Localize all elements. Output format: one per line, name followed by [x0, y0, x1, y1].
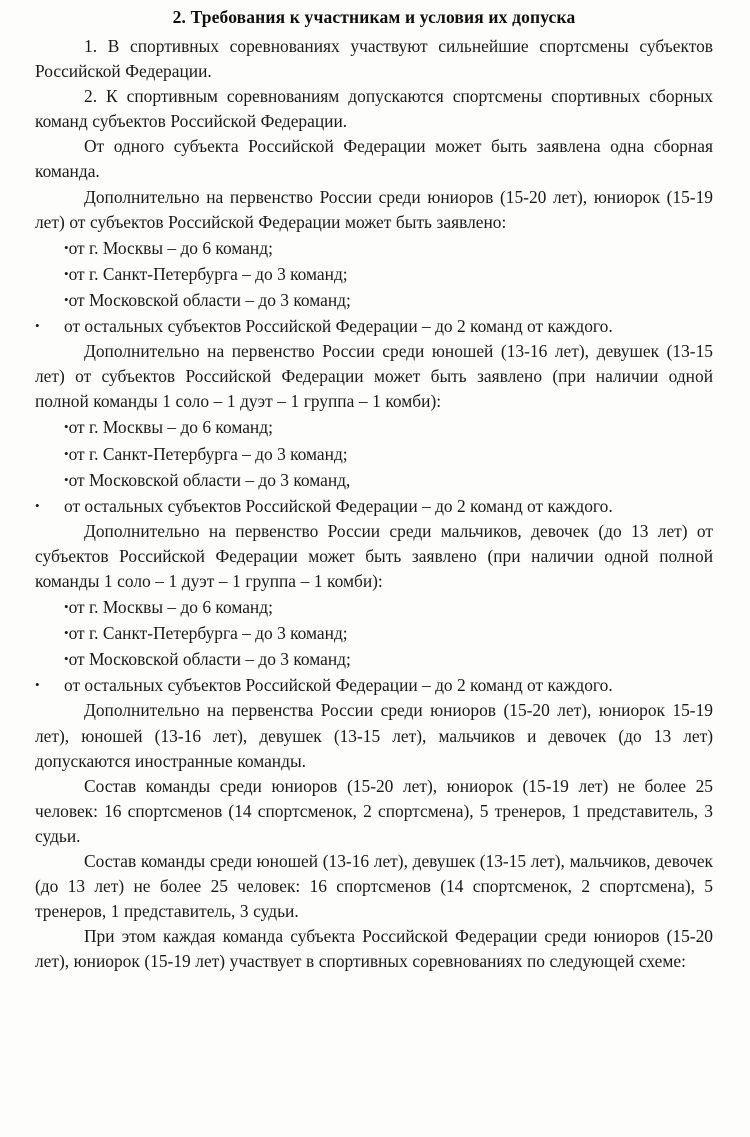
- bullet-point-icon: •: [64, 599, 69, 615]
- bullet-point-icon: •: [35, 318, 40, 334]
- bullet-juniors-spb: [35, 261, 713, 287]
- bullet-point-icon: •: [64, 445, 69, 461]
- bullet-children-other-subjects: [35, 672, 713, 698]
- bullet-point-icon: •: [35, 497, 40, 513]
- paragraph-foreign-teams-admitted: Дополнительно на первенства России среди юниоров (15-20 лет), юниорок 15-19 лет), юношей (13-16 лет), девушек (13-15 лет), мальчиков и девочек (до 13 лет) допускаются иностранные команды.: [35, 700, 713, 771]
- bullet-juniors-other-subjects: [35, 313, 713, 339]
- paragraph-one-subject-one-team: От одного субъекта Российской Федерации может быть заявлена одна сборная команда.: [35, 136, 713, 182]
- list-item-text: от г. Санкт-Петербурга – до 3 команд;: [68, 443, 348, 464]
- bullet-youths-moscow: [35, 414, 713, 440]
- paragraph-youths-13-16-intro: Дополнительно на первенство России среди юношей (13-16 лет), девушек (13-15 лет) от субъектов Российской Федерации может быть заявлено (при наличии одной полной команды 1 соло – 1 дуэт – 1 группа – 1 комби):: [35, 341, 713, 412]
- paragraph-team-composition-youths: Состав команды среди юношей (13-16 лет), девушек (13-15 лет), мальчиков, девочек (до 13 лет) не более 25 человек: 16 спортсменов (14 спортсменок, 2 спортсмена), 5 тренеров, 1 представитель, 3 судьи.: [35, 851, 713, 922]
- list-item-text: от Московской области – до 3 команд;: [68, 649, 351, 670]
- list-item-text: от Московской области – до 3 команд,: [68, 469, 351, 490]
- document-blocks: [35, 34, 713, 974]
- bullet-point-icon: •: [64, 471, 69, 487]
- bullet-children-spb: [35, 620, 713, 646]
- bullet-children-moscow: [35, 594, 713, 620]
- bullet-youths-moscow-region: [35, 467, 713, 493]
- bullet-point-icon: •: [64, 651, 69, 667]
- page-title: 2. Требования к участникам и условия их допуска: [172, 7, 576, 27]
- list-item-text: от остальных субъектов Российской Федерации – до 2 команд от каждого.: [64, 495, 613, 516]
- bullet-point-icon: •: [35, 677, 40, 693]
- list-item-text: от остальных субъектов Российской Федерации – до 2 команд от каждого.: [64, 675, 613, 696]
- list-item-text: от Московской области – до 3 команд;: [68, 289, 351, 310]
- paragraph-item-2: 2. К спортивным соревнованиям допускаются спортсмены спортивных сборных команд субъектов Российской Федерации.: [35, 86, 713, 132]
- list-item-text: от г. Москвы – до 6 команд;: [68, 597, 273, 618]
- bullet-juniors-moscow: [35, 235, 713, 261]
- list-item-text: от остальных субъектов Российской Федерации – до 2 команд от каждого.: [64, 316, 613, 337]
- list-item-text: от г. Санкт-Петербурга – до 3 команд;: [68, 623, 348, 644]
- bullet-point-icon: •: [64, 625, 69, 641]
- bullet-youths-spb: [35, 441, 713, 467]
- bullet-youths-other-subjects: [35, 493, 713, 519]
- bullet-juniors-moscow-region: [35, 287, 713, 313]
- list-item-text: от г. Москвы – до 6 команд;: [68, 417, 273, 438]
- bullet-point-icon: •: [64, 291, 69, 307]
- document-body: [35, 0, 713, 974]
- paragraph-item-1: 1. В спортивных соревнованиях участвуют сильнейшие спортсмены субъектов Российской Федерации.: [35, 36, 713, 82]
- list-item-text: от г. Москвы – до 6 команд;: [68, 237, 273, 258]
- paragraph-juniors-15-20-intro: Дополнительно на первенство России среди юниоров (15-20 лет), юниорок (15-19 лет) от субъектов Российской Федерации может быть заявлено:: [35, 186, 713, 232]
- list-item-text: от г. Санкт-Петербурга – до 3 команд;: [68, 263, 348, 284]
- bullet-point-icon: •: [64, 265, 69, 281]
- paragraph-children-under-13-intro: Дополнительно на первенство России среди мальчиков, девочек (до 13 лет) от субъектов Российской Федерации может быть заявлено (при наличии одной полной команды 1 соло – 1 дуэт – 1 группа – 1 комби):: [35, 520, 713, 591]
- bullet-children-moscow-region: [35, 646, 713, 672]
- paragraph-competition-scheme-intro: При этом каждая команда субъекта Российской Федерации среди юниоров (15-20 лет), юниорок (15-19 лет) участвует в спортивных соревнованиях по следующей схеме:: [35, 926, 713, 972]
- bullet-point-icon: •: [64, 239, 69, 255]
- bullet-point-icon: •: [64, 419, 69, 435]
- paragraph-team-composition-juniors: Состав команды среди юниоров (15-20 лет), юниорок (15-19 лет) не более 25 человек: 16 спортсменов (14 спортсменок, 2 спортсмена), 5 тренеров, 1 представитель, 3 судьи.: [35, 775, 713, 846]
